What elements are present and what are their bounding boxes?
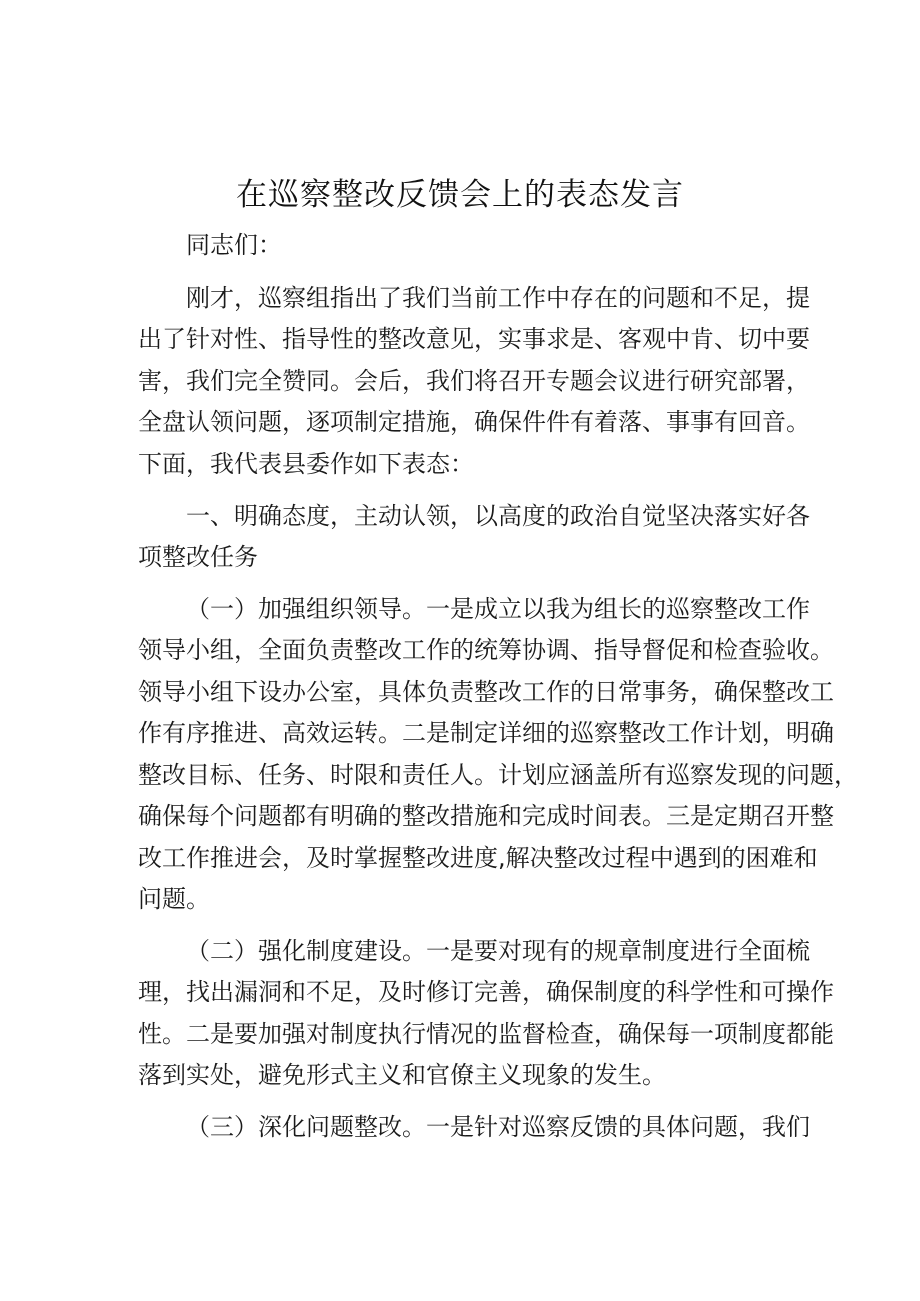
paragraph-line: （二）强化制度建设。一是要对现有的规章制度进行全面梳	[186, 937, 810, 965]
section-heading-line: 项整改任务	[138, 543, 258, 571]
paragraph-line: 问题。	[138, 885, 210, 913]
paragraph-line: 理，找出漏洞和不足，及时修订完善，确保制度的科学性和可操作	[138, 978, 834, 1006]
document-title: 在巡察整改反馈会上的表态发言	[236, 177, 684, 213]
paragraph-line: （一）加强组织领导。一是成立以我为组长的巡察整改工作	[186, 595, 810, 623]
paragraph-line: 落到实处，避免形式主义和官僚主义现象的发生。	[138, 1061, 666, 1089]
paragraph-line: 确保每个问题都有明确的整改措施和完成时间表。三是定期召开整	[138, 802, 834, 830]
paragraph-line: 全盘认领问题，逐项制定措施，确保件件有着落、事事有回音。	[138, 408, 810, 436]
paragraph-line: 领导小组下设办公室，具体负责整改工作的日常事务，确保整改工	[138, 678, 834, 706]
paragraph-line: 改工作推进会，及时掌握整改进度,解决整改过程中遇到的困难和	[138, 844, 818, 872]
section-heading-line: 一、明确态度，主动认领，以高度的政治自觉坚决落实好各	[186, 502, 810, 530]
paragraph-line: （三）深化问题整改。一是针对巡察反馈的具体问题，我们	[186, 1113, 810, 1141]
paragraph-line: 性。二是要加强对制度执行情况的监督检查，确保每一项制度都能	[138, 1020, 834, 1048]
paragraph-line: 出了针对性、指导性的整改意见，实事求是、客观中肯、切中要	[138, 325, 810, 353]
paragraph-line: 作有序推进、高效运转。二是制定详细的巡察整改工作计划，明确	[138, 719, 834, 747]
greeting: 同志们：	[186, 231, 282, 259]
paragraph-line: 下面，我代表县委作如下表态：	[138, 450, 474, 478]
paragraph-line: 害，我们完全赞同。会后，我们将召开专题会议进行研究部署，	[138, 367, 810, 395]
paragraph-line: 刚才，巡察组指出了我们当前工作中存在的问题和不足，提	[186, 284, 810, 312]
paragraph-line: 整改目标、任务、时限和责任人。计划应涵盖所有巡察发现的问题，	[138, 761, 858, 789]
paragraph-line: 领导小组，全面负责整改工作的统筹协调、指导督促和检查验收。	[138, 636, 834, 664]
